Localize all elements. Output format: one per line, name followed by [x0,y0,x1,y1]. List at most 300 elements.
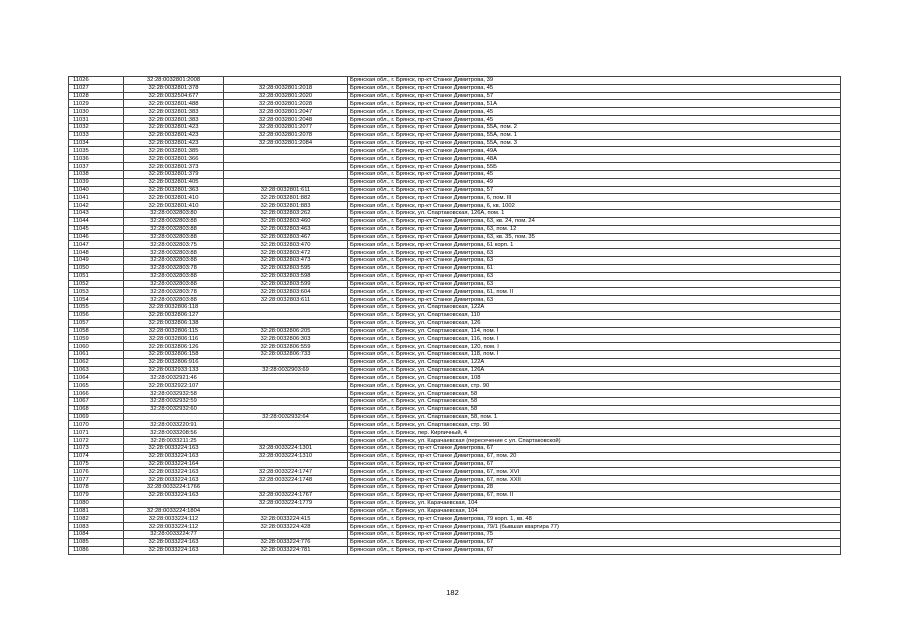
cell-parcel-cadastral-number: 32:28:0033211:25 [124,437,224,445]
cell-address: Брянская обл., г. Брянск, пр-кт Станке Димитрова, 67 [348,444,841,452]
cell-address: Брянская обл., г. Брянск, пр-кт Станке Димитрова, 79/1 (бывшая квартира 77) [348,523,841,531]
table-row [69,280,841,288]
cell-number: 11058 [69,327,124,335]
cell-parcel-cadastral-number: 32:28:0032932:58 [124,390,224,398]
table-row [69,210,841,218]
table-row [69,350,841,358]
table-row [69,217,841,225]
cell-address: Брянская обл., г. Брянск, пр-кт Станке Димитрова, 63 [348,257,841,265]
cell-address: Брянская обл., г. Брянск, пр-кт Станке Димитрова, 57 [348,186,841,194]
cell-address: Брянская обл., г. Брянск, пр-кт Станке Димитрова, 67, пом. 20 [348,452,841,460]
cell-number: 11079 [69,491,124,499]
cell-parcel-cadastral-number: 32:28:0032933:133 [124,366,224,374]
cell-address: Брянская обл., г. Брянск, пр-кт Станке Димитрова, 63, кв. 24, пом. 24 [348,217,841,225]
table-row [69,77,841,85]
cell-number: 11031 [69,116,124,124]
cell-parcel-cadastral-number: 32:28:0032806:158 [124,350,224,358]
cell-parcel-cadastral-number: 32:28:0033224:163 [124,468,224,476]
cell-number: 11047 [69,241,124,249]
table-row [69,366,841,374]
table-row [69,429,841,437]
table-row [69,92,841,100]
cell-number: 11032 [69,123,124,131]
table-row [69,382,841,390]
cell-building-cadastral-number [224,155,348,163]
cell-parcel-cadastral-number: 32:28:0032801:423 [124,131,224,139]
table-row [69,421,841,429]
cell-parcel-cadastral-number: 32:28:0032932:59 [124,397,224,405]
table-row [69,460,841,468]
cell-address: Брянская обл., г. Брянск, ул. Спартаковская, 122А [348,304,841,312]
table-row [69,84,841,92]
cell-parcel-cadastral-number: 32:28:0033224:1766 [124,484,224,492]
cell-building-cadastral-number [224,437,348,445]
table-row [69,484,841,492]
cell-number: 11063 [69,366,124,374]
cell-parcel-cadastral-number: 32:28:0032803:88 [124,257,224,265]
cell-number: 11085 [69,538,124,546]
cell-parcel-cadastral-number: 32:28:0032801:410 [124,202,224,210]
cell-parcel-cadastral-number: 32:28:0032801:379 [124,170,224,178]
cell-number: 11046 [69,233,124,241]
cell-number: 11061 [69,350,124,358]
cell-address: Брянская обл., г. Брянск, пр-кт Станке Димитрова, 63, кв. 35, пом. 35 [348,233,841,241]
cell-parcel-cadastral-number: 32:28:0033208:56 [124,429,224,437]
cell-parcel-cadastral-number: 32:28:0032806:116 [124,335,224,343]
table-row [69,241,841,249]
table-row [69,546,841,554]
table-row [69,327,841,335]
cell-parcel-cadastral-number: 32:28:0032801:423 [124,123,224,131]
cell-number: 11033 [69,131,124,139]
table-row [69,405,841,413]
table-row [69,233,841,241]
cell-address: Брянская обл., г. Брянск, пр-кт Станке Димитрова, 67, пом. XVI [348,468,841,476]
cell-parcel-cadastral-number: 32:28:0032801:423 [124,139,224,147]
table-row [69,358,841,366]
table-row [69,108,841,116]
table-row [69,170,841,178]
cell-address: Брянская обл., г. Брянск, ул. Спартаковская, стр. 90 [348,382,841,390]
cell-parcel-cadastral-number: 32:28:0032801:405 [124,178,224,186]
cell-number: 11053 [69,288,124,296]
cell-address: Брянская обл., г. Брянск, пр-кт Станке Димитрова, 39 [348,77,841,85]
cell-building-cadastral-number: 32:28:0032801:883 [224,202,348,210]
cell-number: 11056 [69,311,124,319]
table-row [69,491,841,499]
table-row [69,413,841,421]
table-row [69,452,841,460]
table-row [69,319,841,327]
cell-building-cadastral-number: 32:28:0032806:205 [224,327,348,335]
cell-number: 11071 [69,429,124,437]
cell-number: 11040 [69,186,124,194]
cell-building-cadastral-number [224,397,348,405]
cell-address: Брянская обл., г. Брянск, пр-кт Станке Димитрова, 49А [348,147,841,155]
table-row [69,444,841,452]
cell-address: Брянская обл., г. Брянск, ул. Спартаковская, 126 [348,319,841,327]
cell-parcel-cadastral-number: 32:28:0032801:410 [124,194,224,202]
cell-address: Брянская обл., г. Брянск, пр-кт Станке Димитрова, 55А, пом. 1 [348,131,841,139]
table-row [69,249,841,257]
cell-address: Брянская обл., г. Брянск, пр-кт Станке Димитрова, 28 [348,484,841,492]
cell-building-cadastral-number [224,374,348,382]
cell-parcel-cadastral-number: 32:28:0032806:126 [124,343,224,351]
cell-building-cadastral-number: 32:28:0032801:2018 [224,84,348,92]
cell-building-cadastral-number [224,170,348,178]
cell-address: Брянская обл., г. Брянск, пр-кт Станке Димитрова, 57 [348,92,841,100]
cell-address: Брянская обл., г. Брянск, пр-кт Станке Димитрова, 48А [348,155,841,163]
cell-number: 11044 [69,217,124,225]
cell-parcel-cadastral-number: 32:28:0032803:78 [124,288,224,296]
cell-building-cadastral-number: 32:28:0032803:463 [224,225,348,233]
cell-building-cadastral-number [224,382,348,390]
cell-parcel-cadastral-number [124,499,224,507]
cell-address: Брянская обл., г. Брянск, пр-кт Станке Димитрова, 45 [348,108,841,116]
cell-number: 11083 [69,523,124,531]
cell-number: 11030 [69,108,124,116]
page-number: 182 [446,588,459,597]
cell-building-cadastral-number: 32:28:0032801:2048 [224,116,348,124]
cell-building-cadastral-number: 32:28:0033224:1747 [224,468,348,476]
cell-building-cadastral-number [224,77,348,85]
cell-number: 11084 [69,531,124,539]
cell-building-cadastral-number: 32:28:0032806:559 [224,343,348,351]
table-row [69,272,841,280]
table-row [69,288,841,296]
cell-number: 11037 [69,163,124,171]
cell-parcel-cadastral-number: 32:28:0033224:1804 [124,507,224,515]
cell-number: 11049 [69,257,124,265]
cell-building-cadastral-number [224,460,348,468]
cell-parcel-cadastral-number: 32:28:0032803:88 [124,249,224,257]
table-row [69,304,841,312]
cell-address: Брянская обл., г. Брянск, ул. Спартаковская, 58 [348,405,841,413]
cell-building-cadastral-number [224,421,348,429]
cell-parcel-cadastral-number: 32:28:0032801:383 [124,116,224,124]
cell-parcel-cadastral-number: 32:28:0033224:163 [124,452,224,460]
cell-number: 11050 [69,264,124,272]
table-row [69,531,841,539]
cell-address: Брянская обл., г. Брянск, пр-кт Станке Димитрова, 75 [348,531,841,539]
cell-parcel-cadastral-number: 32:28:0032801:488 [124,100,224,108]
cell-number: 11067 [69,397,124,405]
cell-address: Брянская обл., г. Брянск, ул. Спартаковская, 58 [348,397,841,405]
cell-parcel-cadastral-number: 32:28:0032801:363 [124,186,224,194]
cell-address: Брянская обл., г. Брянск, пр-кт Станке Димитрова, 79 корп. 1, кв. 48 [348,515,841,523]
cell-building-cadastral-number [224,531,348,539]
cell-building-cadastral-number: 32:28:0033224:776 [224,538,348,546]
cell-building-cadastral-number [224,358,348,366]
table-row [69,523,841,531]
cell-number: 11035 [69,147,124,155]
cell-address: Брянская обл., г. Брянск, пр-кт Станке Димитрова, 61, пом. II [348,288,841,296]
table-row [69,264,841,272]
cell-number: 11042 [69,202,124,210]
cell-number: 11045 [69,225,124,233]
cell-building-cadastral-number [224,405,348,413]
cell-number: 11065 [69,382,124,390]
cell-parcel-cadastral-number: 32:28:0032806:138 [124,319,224,327]
cell-building-cadastral-number: 32:28:0033224:1767 [224,491,348,499]
cell-number: 11074 [69,452,124,460]
table-row [69,343,841,351]
cell-building-cadastral-number: 32:28:0033224:415 [224,515,348,523]
cell-parcel-cadastral-number: 32:28:0032803:80 [124,210,224,218]
cell-parcel-cadastral-number: 32:28:0032801:378 [124,84,224,92]
cell-building-cadastral-number: 32:28:0032803:599 [224,280,348,288]
cell-address: Брянская обл., г. Брянск, пр-кт Станке Димитрова, 6, кв. 1002 [348,202,841,210]
cell-number: 11068 [69,405,124,413]
cell-building-cadastral-number: 32:28:0033224:1301 [224,444,348,452]
cell-number: 11028 [69,92,124,100]
cell-address: Брянская обл., г. Брянск, пр-кт Станке Димитрова, 63 [348,249,841,257]
cell-number: 11064 [69,374,124,382]
cell-number: 11036 [69,155,124,163]
cell-parcel-cadastral-number: 32:28:0033220:91 [124,421,224,429]
cell-parcel-cadastral-number: 32:28:0033224:163 [124,491,224,499]
cell-building-cadastral-number: 32:28:0032803:598 [224,272,348,280]
cell-parcel-cadastral-number: 32:28:0032803:88 [124,225,224,233]
cell-number: 11077 [69,476,124,484]
cell-number: 11048 [69,249,124,257]
table-row [69,116,841,124]
cell-address: Брянская обл., г. Брянск, пр-кт Станке Димитрова, 63 [348,280,841,288]
cell-address: Брянская обл., г. Брянск, ул. Спартаковская, 126А, пом. 1 [348,210,841,218]
cell-building-cadastral-number [224,319,348,327]
cell-address: Брянская обл., г. Брянск, пер. Кирпичный, 4 [348,429,841,437]
cell-parcel-cadastral-number: 32:28:0032801:2008 [124,77,224,85]
table-row [69,186,841,194]
cell-building-cadastral-number: 32:28:0032803:473 [224,257,348,265]
cell-address: Брянская обл., г. Брянск, пр-кт Станке Димитрова, 67, пом. XXII [348,476,841,484]
cell-number: 11062 [69,358,124,366]
cell-parcel-cadastral-number: 32:28:0032806:115 [124,327,224,335]
cell-address: Брянская обл., г. Брянск, ул. Спартаковская, 118, пом. I [348,350,841,358]
cell-parcel-cadastral-number: 32:28:0032504:677 [124,92,224,100]
table-row [69,374,841,382]
table-row [69,476,841,484]
cell-number: 11055 [69,304,124,312]
table-row [69,123,841,131]
cell-number: 11051 [69,272,124,280]
cell-building-cadastral-number: 32:28:0032803:470 [224,241,348,249]
cell-address: Брянская обл., г. Брянск, пр-кт Станке Димитрова, 67 [348,538,841,546]
table-row [69,335,841,343]
cell-parcel-cadastral-number: 32:28:0032806:118 [124,304,224,312]
table-row [69,155,841,163]
cell-address: Брянская обл., г. Брянск, ул. Карачаевская (пересечение с ул. Спартаковской) [348,437,841,445]
cell-parcel-cadastral-number: 32:28:0033224:112 [124,523,224,531]
cell-parcel-cadastral-number: 32:28:0032801:373 [124,163,224,171]
table-row [69,147,841,155]
cell-address: Брянская обл., г. Брянск, пр-кт Станке Димитрова, 63, пом. 12 [348,225,841,233]
cell-parcel-cadastral-number: 32:28:0033224:163 [124,538,224,546]
cell-number: 11060 [69,343,124,351]
cell-address: Брянская обл., г. Брянск, ул. Спартаковская, стр. 90 [348,421,841,429]
cell-building-cadastral-number: 32:28:0033224:1779 [224,499,348,507]
cell-parcel-cadastral-number: 32:28:0032806:127 [124,311,224,319]
table-row [69,225,841,233]
cell-building-cadastral-number: 32:28:0032801:2084 [224,139,348,147]
cell-address: Брянская обл., г. Брянск, пр-кт Станке Димитрова, 67 [348,546,841,554]
table-row [69,390,841,398]
cell-building-cadastral-number: 32:28:0032803:604 [224,288,348,296]
cell-parcel-cadastral-number: 32:28:0033224:163 [124,444,224,452]
cell-number: 11075 [69,460,124,468]
cell-building-cadastral-number: 32:28:0032801:611 [224,186,348,194]
cell-building-cadastral-number: 32:28:0032801:2047 [224,108,348,116]
cell-number: 11078 [69,484,124,492]
cell-number: 11073 [69,444,124,452]
cell-parcel-cadastral-number: 32:28:0032803:88 [124,272,224,280]
cell-number: 11066 [69,390,124,398]
table-row [69,397,841,405]
cell-number: 11080 [69,499,124,507]
cell-number: 11039 [69,178,124,186]
cell-parcel-cadastral-number: 32:28:0033224:112 [124,515,224,523]
cell-building-cadastral-number: 32:28:0032932:64 [224,413,348,421]
cell-parcel-cadastral-number: 32:28:0032803:88 [124,280,224,288]
cell-building-cadastral-number: 32:28:0032801:2077 [224,123,348,131]
cell-address: Брянская обл., г. Брянск, пр-кт Станке Димитрова, 51А [348,100,841,108]
cell-address: Брянская обл., г. Брянск, пр-кт Станке Димитрова, 55А, пом. 2 [348,123,841,131]
cell-address: Брянская обл., г. Брянск, пр-кт Станке Димитрова, 61 [348,264,841,272]
cell-number: 11026 [69,77,124,85]
cell-parcel-cadastral-number: 32:28:0032922:107 [124,382,224,390]
cell-building-cadastral-number: 32:28:0033224:1310 [224,452,348,460]
cell-parcel-cadastral-number: 32:28:0033224:164 [124,460,224,468]
cell-parcel-cadastral-number: 32:28:0032932:60 [124,405,224,413]
cell-number: 11041 [69,194,124,202]
cell-building-cadastral-number: 32:28:0032803:472 [224,249,348,257]
cell-number: 11054 [69,296,124,304]
cell-building-cadastral-number [224,507,348,515]
cell-number: 11059 [69,335,124,343]
cell-building-cadastral-number: 32:28:0032806:733 [224,350,348,358]
cell-parcel-cadastral-number: 32:28:0032803:78 [124,264,224,272]
cell-parcel-cadastral-number: 32:28:0032921:46 [124,374,224,382]
table-row [69,202,841,210]
cell-parcel-cadastral-number: 32:28:0033224:77 [124,531,224,539]
cell-address: Брянская обл., г. Брянск, пр-кт Станке Димитрова, 55А, пом. 3 [348,139,841,147]
cell-building-cadastral-number [224,484,348,492]
table-body [69,77,841,555]
table-row [69,296,841,304]
cell-number: 11034 [69,139,124,147]
cell-building-cadastral-number: 32:28:0032801:2020 [224,92,348,100]
cell-building-cadastral-number: 32:28:0033224:1748 [224,476,348,484]
cell-building-cadastral-number: 32:28:0032803:595 [224,264,348,272]
cell-parcel-cadastral-number [124,413,224,421]
cell-address: Брянская обл., г. Брянск, ул. Карачаевская, 104 [348,499,841,507]
registry-table [68,76,841,555]
cell-number: 11081 [69,507,124,515]
cell-building-cadastral-number [224,429,348,437]
cell-address: Брянская обл., г. Брянск, ул. Спартаковская, 110 [348,311,841,319]
cell-address: Брянская обл., г. Брянск, пр-кт Станке Димитрова, 6, пом. III [348,194,841,202]
table-row [69,100,841,108]
cell-building-cadastral-number: 32:28:0032801:2078 [224,131,348,139]
cell-building-cadastral-number: 32:28:0032801:882 [224,194,348,202]
cell-address: Брянская обл., г. Брянск, ул. Спартаковская, 58, пом. 1 [348,413,841,421]
cell-building-cadastral-number: 32:28:0032803:460 [224,217,348,225]
cell-address: Брянская обл., г. Брянск, пр-кт Станке Димитрова, 67 [348,460,841,468]
cell-address: Брянская обл., г. Брянск, ул. Спартаковская, 126А [348,366,841,374]
cell-building-cadastral-number: 32:28:0032803:262 [224,210,348,218]
cell-number: 11027 [69,84,124,92]
table-row [69,163,841,171]
cell-parcel-cadastral-number: 32:28:0033224:163 [124,546,224,554]
cell-address: Брянская обл., г. Брянск, пр-кт Станке Димитрова, 45 [348,170,841,178]
cell-building-cadastral-number: 32:28:0032801:2028 [224,100,348,108]
cell-address: Брянская обл., г. Брянск, пр-кт Станке Димитрова, 55Б [348,163,841,171]
cell-parcel-cadastral-number: 32:28:0032806:916 [124,358,224,366]
table-row [69,139,841,147]
cell-number: 11043 [69,210,124,218]
cell-parcel-cadastral-number: 32:28:0032803:88 [124,296,224,304]
cell-parcel-cadastral-number: 32:28:0032803:88 [124,217,224,225]
cell-address: Брянская обл., г. Брянск, ул. Спартаковская, 116, пом. I [348,335,841,343]
table-row [69,257,841,265]
cell-address: Брянская обл., г. Брянск, ул. Карачаевская, 104 [348,507,841,515]
cell-number: 11086 [69,546,124,554]
table-row [69,178,841,186]
cell-building-cadastral-number: 32:28:0032806:303 [224,335,348,343]
cell-number: 11052 [69,280,124,288]
cell-address: Брянская обл., г. Брянск, пр-кт Станке Димитрова, 61 корп. 1 [348,241,841,249]
table-row [69,131,841,139]
cell-address: Брянская обл., г. Брянск, ул. Спартаковская, 58 [348,390,841,398]
cell-address: Брянская обл., г. Брянск, ул. Спартаковская, 120, пом. I [348,343,841,351]
cell-number: 11029 [69,100,124,108]
cell-building-cadastral-number [224,147,348,155]
cell-building-cadastral-number: 32:28:0032903:69 [224,366,348,374]
table-row [69,507,841,515]
cell-parcel-cadastral-number: 32:28:0032803:75 [124,241,224,249]
cell-parcel-cadastral-number: 32:28:0033224:163 [124,476,224,484]
cell-parcel-cadastral-number: 32:28:0032801:385 [124,147,224,155]
table-row [69,515,841,523]
table-row [69,311,841,319]
cell-building-cadastral-number [224,304,348,312]
cell-building-cadastral-number: 32:28:0033224:428 [224,523,348,531]
cell-address: Брянская обл., г. Брянск, пр-кт Станке Димитрова, 45 [348,116,841,124]
cell-address: Брянская обл., г. Брянск, пр-кт Станке Димитрова, 63 [348,296,841,304]
cell-number: 11070 [69,421,124,429]
cell-number: 11038 [69,170,124,178]
cell-number: 11069 [69,413,124,421]
table-row [69,538,841,546]
cell-parcel-cadastral-number: 32:28:0032803:88 [124,233,224,241]
table-row [69,194,841,202]
cell-number: 11057 [69,319,124,327]
cell-address: Брянская обл., г. Брянск, пр-кт Станке Димитрова, 49 [348,178,841,186]
cell-address: Брянская обл., г. Брянск, ул. Спартаковская, 114, пом. I [348,327,841,335]
cell-parcel-cadastral-number: 32:28:0032801:366 [124,155,224,163]
cell-building-cadastral-number [224,390,348,398]
cell-building-cadastral-number: 32:28:0032803:611 [224,296,348,304]
cell-building-cadastral-number [224,178,348,186]
table-row [69,468,841,476]
cell-building-cadastral-number [224,311,348,319]
cell-building-cadastral-number: 32:28:0032803:467 [224,233,348,241]
cell-address: Брянская обл., г. Брянск, пр-кт Станке Димитрова, 45 [348,84,841,92]
cell-address: Брянская обл., г. Брянск, ул. Спартаковская, 122А [348,358,841,366]
cell-parcel-cadastral-number: 32:28:0032801:383 [124,108,224,116]
cell-building-cadastral-number: 32:28:0033224:781 [224,546,348,554]
cell-address: Брянская обл., г. Брянск, ул. Спартаковская, 108 [348,374,841,382]
